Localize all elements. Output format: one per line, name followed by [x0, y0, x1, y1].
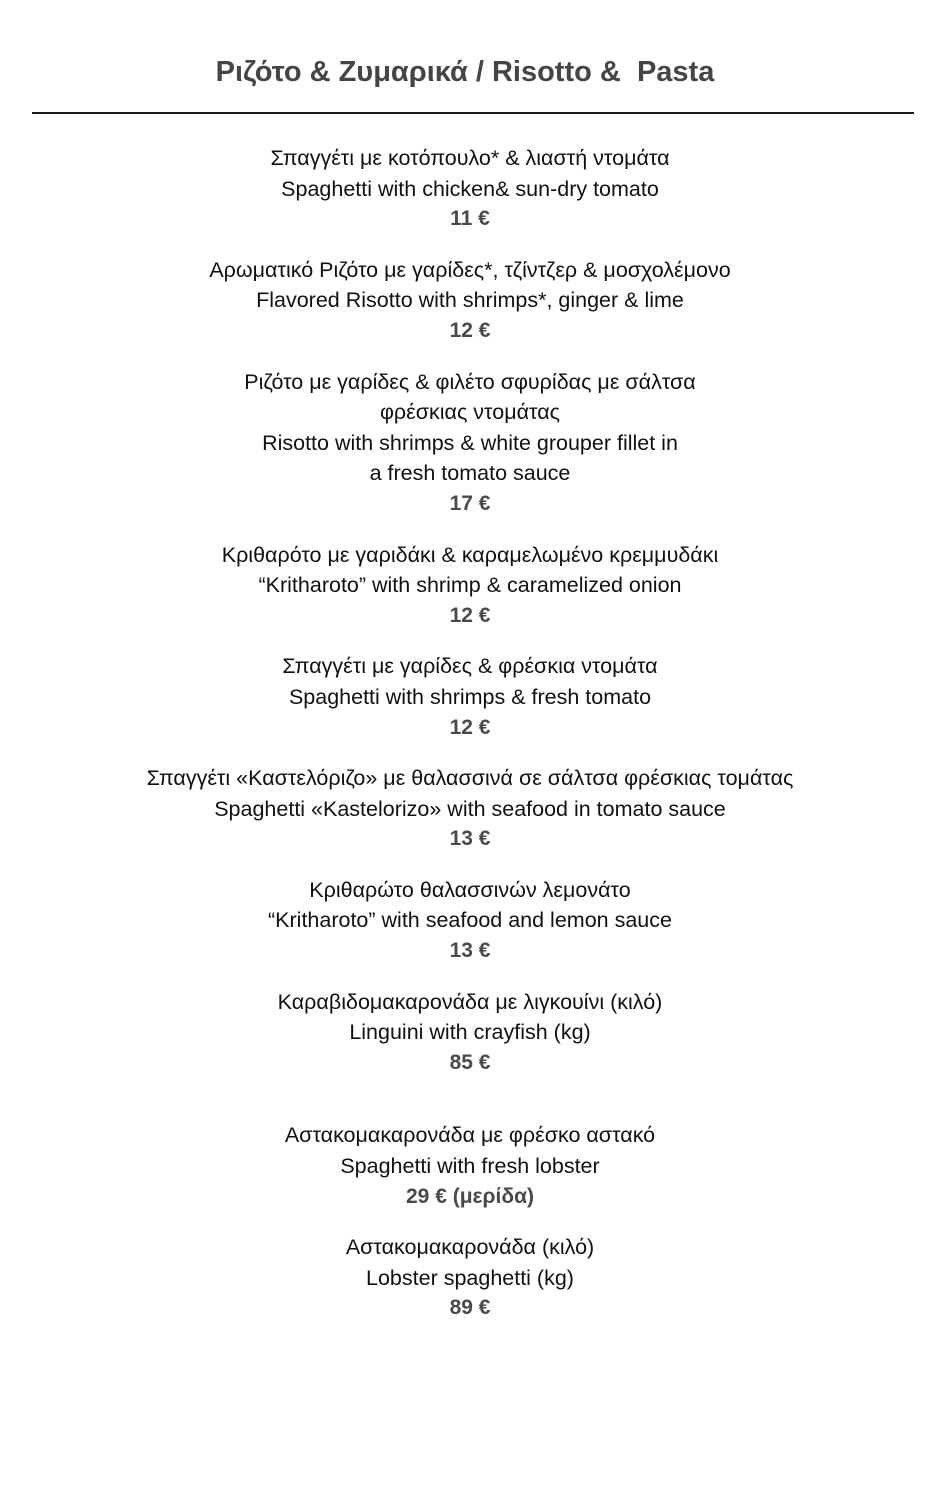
page-title: Ριζότο & Ζυμαρικά / Risotto & Pasta	[215, 56, 715, 88]
menu-item-description-line: Κριθαρότο με γαριδάκι & καραμελωμένο κρεμμυδάκι	[221, 542, 719, 567]
menu-item	[0, 255, 940, 347]
menu-item-description-line: Αστακομακαρονάδα με φρέσκο αστακό	[284, 1123, 656, 1148]
menu-item-price: 13 €	[449, 939, 491, 963]
menu-item-description-line: Spaghetti with shrimps & fresh tomato	[288, 684, 652, 709]
menu-item-description-line: Ριζότο με γαρίδες & φιλέτο σφυρίδας με σάλτσα	[244, 369, 696, 394]
menu-item-price: 85 €	[449, 1050, 491, 1074]
menu-item	[0, 987, 940, 1079]
menu-item-description-line: Αρωματικό Ριζότο με γαρίδες*, τζίντζερ & μοσχολέμονο	[209, 257, 731, 282]
menu-item-description-line: Flavored Risotto with shrimps*, ginger & lime	[256, 288, 684, 313]
menu-item-price: 89 €	[449, 1296, 491, 1320]
menu-item-description-line: φρέσκιας ντομάτας	[379, 400, 560, 425]
menu-item-description-line: Spaghetti «Kastelorizo» with seafood in tomato sauce	[214, 796, 726, 821]
menu-item-price: 12 €	[449, 715, 491, 739]
menu-item-description-line: Linguini with crayfish (kg)	[349, 1020, 591, 1045]
menu-item-description-line: “Kritharoto” with seafood and lemon sauce	[268, 908, 672, 933]
menu-item	[0, 875, 940, 967]
menu-item	[0, 651, 940, 743]
menu-item-description-line: Risotto with shrimps & white grouper fillet in	[262, 430, 678, 455]
menu-item-description-line: Αστακομακαρονάδα (κιλό)	[345, 1235, 595, 1260]
menu-item-price: 12 €	[449, 318, 491, 342]
menu-item-price: 29 € (μερίδα)	[406, 1184, 534, 1208]
title-divider	[32, 112, 914, 114]
menu-item-description-line: Spaghetti with chicken& sun-dry tomato	[281, 176, 659, 201]
menu-item	[0, 540, 940, 632]
menu-item-description-line: Σπαγγέτι «Καστελόριζο» με θαλασσινά σε σάλτσα φρέσκιας τομάτας	[146, 766, 794, 791]
menu-item	[0, 143, 940, 235]
menu-item	[0, 1232, 940, 1324]
menu-item-price: 11 €	[450, 207, 490, 231]
menu-item-price: 12 €	[449, 603, 491, 627]
menu-items-list	[0, 143, 940, 1344]
menu-item	[0, 1120, 940, 1212]
menu-item	[0, 763, 940, 855]
menu-item-description-line: a fresh tomato sauce	[369, 461, 571, 486]
menu-item-description-line: Σπαγγέτι με γαρίδες & φρέσκια ντομάτα	[282, 654, 658, 679]
menu-item-description-line: Lobster spaghetti (kg)	[366, 1265, 574, 1290]
menu-item-description-line: Κριθαρώτο θαλασσινών λεμονάτο	[309, 877, 631, 902]
menu-item	[0, 367, 940, 520]
menu-item-description-line: “Kritharoto” with shrimp & caramelized onion	[258, 573, 682, 598]
menu-item-price: 13 €	[449, 827, 491, 851]
menu-item-price: 17 €	[449, 491, 491, 515]
menu-item-description-line: Καραβιδομακαρονάδα με λιγκουίνι (κιλό)	[277, 989, 663, 1014]
menu-item-description-line: Spaghetti with fresh lobster	[340, 1154, 600, 1179]
menu-item-description-line: Σπαγγέτι με κοτόπουλο* & λιαστή ντομάτα	[270, 146, 670, 170]
